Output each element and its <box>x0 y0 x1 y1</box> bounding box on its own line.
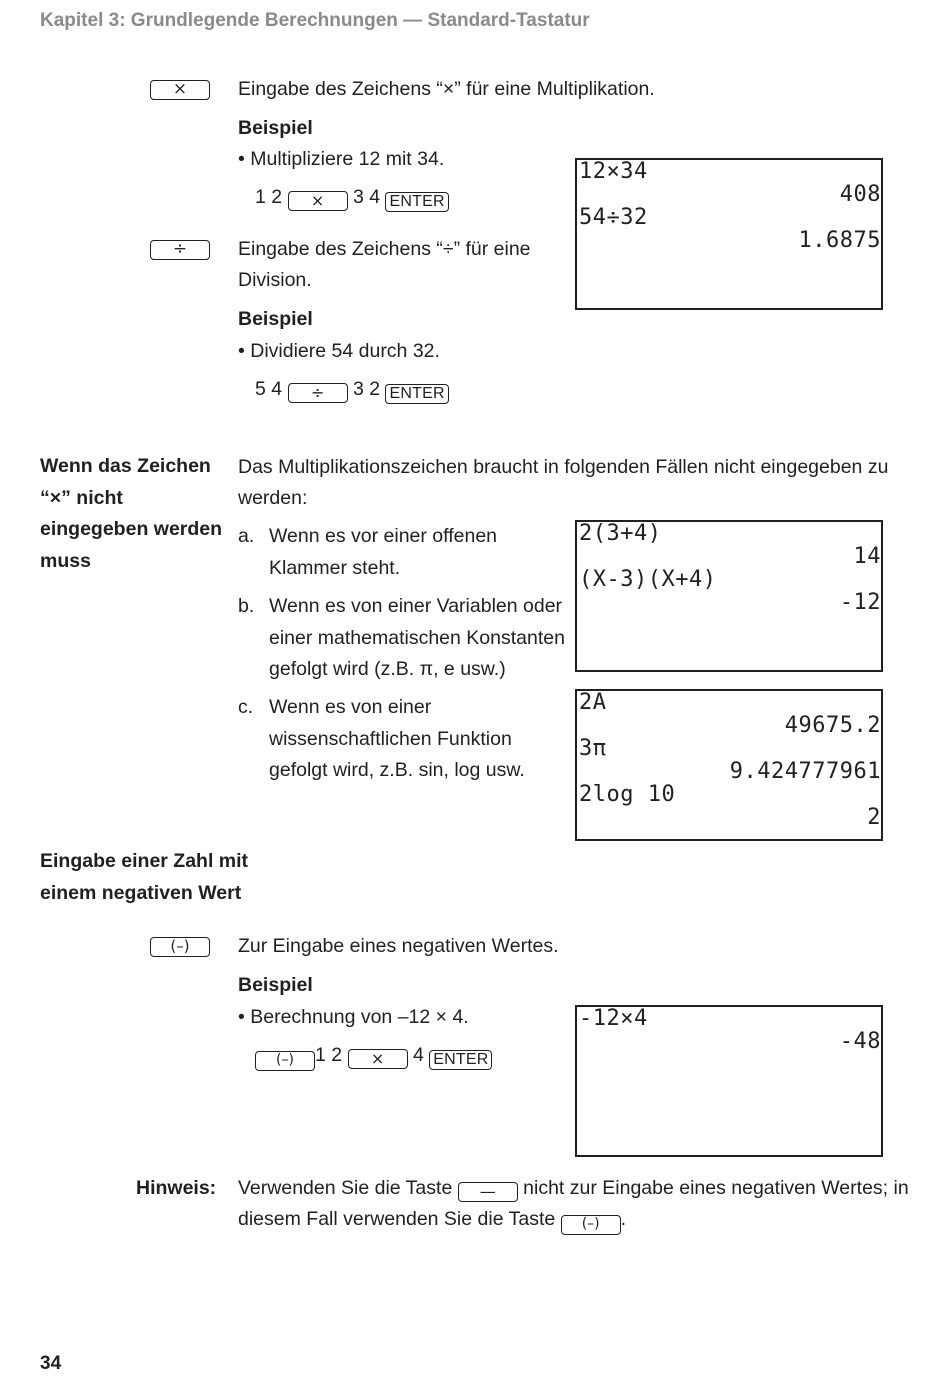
enter-key: ENTER <box>385 192 448 212</box>
list-item-c-line1: Wenn es von einer <box>269 696 432 718</box>
enter-key: ENTER <box>429 1050 492 1070</box>
list-item-c-line2: wissenschaftlichen Funktion <box>269 728 512 750</box>
divide-key-inline: ÷ <box>288 383 348 403</box>
list-item-b-line3: gefolgt wird (z.B. π, e usw.) <box>269 658 506 680</box>
seq-digits: 5 4 <box>255 378 283 400</box>
side-heading-line: eingegeben werden <box>40 518 223 540</box>
seq-digits: 1 2 <box>315 1044 343 1066</box>
divide-description-line1: Eingabe des Zeichens “÷” für eine <box>238 238 531 260</box>
multiply-description: Eingabe des Zeichens “×” für eine Multiplikation. <box>238 78 655 100</box>
calculator-screen-1 <box>575 158 883 310</box>
list-marker-c: c. <box>238 696 254 718</box>
seq-digits: 4 <box>412 1044 424 1066</box>
list-item-a-line2: Klammer steht. <box>269 557 401 579</box>
divide-key: ÷ <box>150 240 210 260</box>
negative-description: Zur Eingabe eines negativen Wertes. <box>238 935 559 957</box>
screen-line: (X-3)(X+4) <box>579 567 717 592</box>
divide-description-line2: Division. <box>238 269 312 291</box>
implicit-intro-line2: werden: <box>238 487 308 509</box>
screen-line: 2A <box>579 690 607 715</box>
screen-line: 2log 10 <box>579 782 676 807</box>
side-heading-line: Wenn das Zeichen <box>40 455 211 477</box>
multiply-key-inline: × <box>288 191 348 211</box>
divide-example-heading: Beispiel <box>238 308 313 330</box>
screen-line: 54÷32 <box>579 205 648 230</box>
negative-side-heading <box>40 846 248 909</box>
screen-line: 14 <box>853 544 881 569</box>
list-item-b-line2: einer mathematischen Konstanten <box>269 627 565 649</box>
multiply-key: × <box>150 80 210 100</box>
calculator-screen-3 <box>575 689 883 841</box>
list-item-b-line1: Wenn es von einer Variablen oder <box>269 595 563 617</box>
screen-line: 3π <box>579 736 607 761</box>
side-heading-line: muss <box>40 549 91 572</box>
divide-key-sequence <box>255 378 449 404</box>
list-marker-b: b. <box>238 595 255 617</box>
hint-text: Verwenden Sie die Taste <box>238 1177 453 1199</box>
seq-digits: 1 2 <box>255 186 283 208</box>
implicit-intro-line1: Das Multiplikationszeichen braucht in folgenden Fällen nicht eingegeben zu <box>238 456 889 478</box>
screen-line: 2 <box>867 805 881 830</box>
screen-line: 9.424777961 <box>729 759 881 784</box>
side-heading-line: Eingabe einer Zahl mit <box>40 850 249 872</box>
screen-line: 2(3+4) <box>579 521 662 546</box>
page-number: 34 <box>40 1353 62 1374</box>
negative-example-heading: Beispiel <box>238 974 313 996</box>
negative-key: (–) <box>150 937 210 957</box>
enter-key: ENTER <box>385 384 448 404</box>
screen-line: -12×4 <box>579 1006 648 1031</box>
list-marker-a: a. <box>238 525 255 547</box>
calculator-screen-2 <box>575 520 883 672</box>
multiply-example-text: • Multipliziere 12 mit 34. <box>238 148 445 170</box>
negative-key-inline: (–) <box>255 1051 315 1071</box>
screen-line: -48 <box>839 1029 881 1054</box>
side-heading-line: “×” nicht <box>40 486 123 509</box>
negative-key-sequence <box>255 1044 492 1071</box>
seq-digits: 3 2 <box>352 378 381 400</box>
negative-key-inline: (–) <box>561 1215 621 1235</box>
implicit-side-heading <box>40 451 222 577</box>
multiply-key-sequence <box>255 186 449 212</box>
calculator-screen-4 <box>575 1005 883 1157</box>
multiply-key-inline: × <box>348 1049 408 1069</box>
seq-digits: 3 4 <box>352 186 381 208</box>
divide-example-text: • Dividiere 54 durch 32. <box>238 340 440 362</box>
screen-line: 49675.2 <box>784 713 881 738</box>
list-item-a-line1: Wenn es vor einer offenen <box>269 525 498 547</box>
side-heading-line: einem negativen Wert <box>40 881 242 904</box>
page-header: Kapitel 3: Grundlegende Berechnungen — Standard-Tastatur <box>40 10 590 31</box>
hint-label: Hinweis: <box>136 1177 217 1199</box>
screen-line: 1.6875 <box>798 228 881 253</box>
screen-line: -12 <box>839 590 881 615</box>
hint-text: nicht zur Eingabe eines negativen Wertes; in <box>523 1177 909 1199</box>
multiply-example-heading: Beispiel <box>238 117 313 139</box>
hint-line2 <box>238 1207 626 1235</box>
screen-line: 12×34 <box>579 159 648 184</box>
hint-line1 <box>238 1176 909 1202</box>
list-item-c-line3: gefolgt wird, z.B. sin, log usw. <box>269 759 525 781</box>
negative-example-text: • Berechnung von –12 × 4. <box>238 1006 469 1028</box>
hint-text: . <box>620 1208 627 1230</box>
subtract-key-inline: — <box>458 1182 518 1202</box>
screen-line: 408 <box>839 182 881 207</box>
hint-text: diesem Fall verwenden Sie die Taste <box>238 1208 556 1230</box>
